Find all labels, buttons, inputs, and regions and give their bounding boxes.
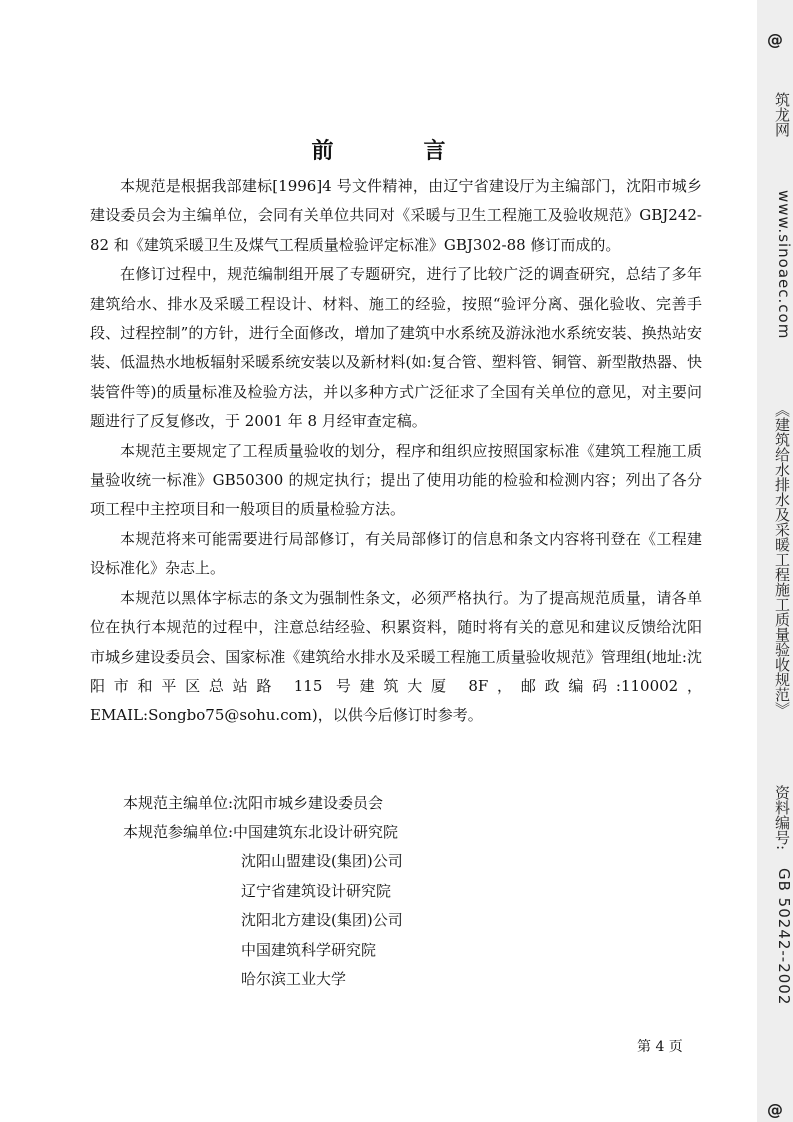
participating-unit: 沈阳山盟建设(集团)公司 <box>241 852 403 870</box>
chief-unit: 本规范主编单位:沈阳市城乡建设委员会 <box>123 794 384 812</box>
side-banner <box>757 0 793 1122</box>
doc-title-vertical: 《建筑给水排水及采暖工程施工质量验收规范》 <box>773 402 791 717</box>
participating-unit-first: 本规范参编单位:中国建筑东北设计研究院 <box>123 823 399 842</box>
page-number: 第 4 页 <box>637 1039 683 1055</box>
page-title: 前 言 <box>311 138 480 164</box>
participating-units-list <box>241 847 403 995</box>
participating-unit: 沈阳北方建设(集团)公司 <box>241 911 403 929</box>
site-name: 筑龙网 <box>773 92 791 137</box>
reference-code: GB 50242--2002 <box>775 868 793 1006</box>
editing-units <box>123 789 398 848</box>
paragraph-5: 本规范以黑体字标志的条文为强制性条文，必须严格执行。为了提高规范质量，请各单位在执行本规范的过程中，注意总结经验、积累资料，随时将有关的意见和建议反馈给沈阳市城乡建设委员会、国家标准《建筑给水排水及采暖工程施工质量验收规范》管理组(地址:沈阳市和平区总站路 115 号建筑大厦 8F，邮政编码:110002，EMAIL:Songbo75@sohu.com)，以供今后修订时参考。 <box>90 588 702 725</box>
at-symbol-top: @ <box>767 30 783 49</box>
participating-unit: 辽宁省建筑设计研究院 <box>241 881 392 900</box>
paragraph-1: 本规范是根据我部建标[1996]4 号文件精神，由辽宁省建设厅为主编部门，沈阳市城乡建设委员会为主编单位，会同有关单位共同对《采暖与卫生工程施工及验收规范》GBJ242-82 和《建筑采暖卫生及煤气工程质量检验评定标准》GBJ302-88 修订而成的。 <box>90 177 702 254</box>
reference-label: 资料编号: <box>773 785 791 851</box>
participating-unit: 中国建筑科学研究院 <box>241 940 377 959</box>
participating-unit: 哈尔滨工业大学 <box>241 970 347 988</box>
paragraph-2: 在修订过程中，规范编制组开展了专题研究，进行了比较广泛的调查研究，总结了多年建筑给水、排水及采暖工程设计、材料、施工的经验，按照“验评分离、强化验收、完善手段、过程控制”的方针，进行全面修改，增加了建筑中水系统及游泳池水系统安装、换热站安装、低温热水地板辐射采暖系统安装以及新材料(如:复合管、塑料管、铜管、新型散热器、快装管件等)的质量标准及检验方法，并以多种方式广泛征求了全国有关单位的意见，对主要问题进行了反复修改，于 2001 年 8 月经审查定稿。 <box>90 265 702 431</box>
preface-body <box>90 172 702 731</box>
at-symbol-bottom: @ <box>767 1100 783 1119</box>
site-url: www.sinoaec.com <box>775 190 793 340</box>
paragraph-3: 本规范主要规定了工程质量验收的划分，程序和组织应按照国家标准《建筑工程施工质量验收统一标准》GB50300 的规定执行；提出了使用功能的检验和检测内容；列出了各分项工程中主控项目和一般项目的质量检验方法。 <box>90 441 702 519</box>
paragraph-4: 本规范将来可能需要进行局部修订，有关局部修订的信息和条文内容将刊登在《工程建设标准化》杂志上。 <box>90 529 702 578</box>
